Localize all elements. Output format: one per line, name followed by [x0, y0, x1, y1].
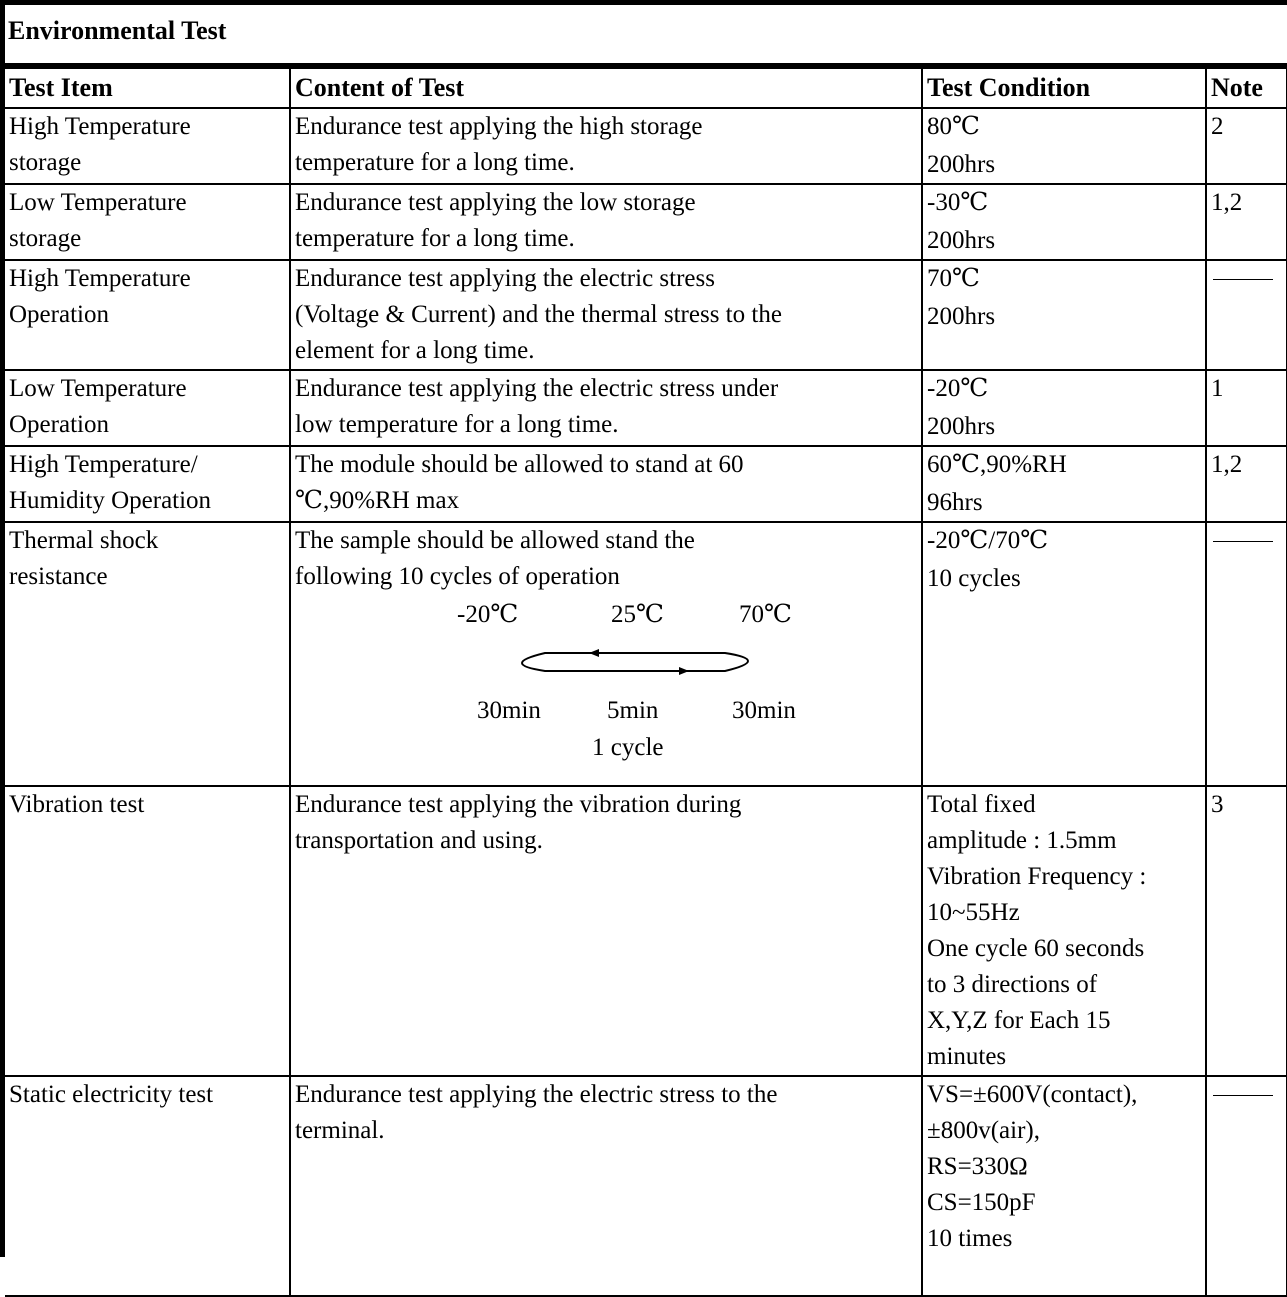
- arrow-right-icon: [679, 667, 689, 675]
- cycle-temp-mid: 25℃: [611, 601, 664, 628]
- condition-cell: [922, 184, 1206, 260]
- table-row: [5, 370, 1287, 446]
- condition-cell: [922, 446, 1206, 522]
- test-item-cell: High Temperature storage: [5, 108, 290, 184]
- table-row: [5, 446, 1287, 522]
- test-item-cell: Low Temperature Operation: [5, 370, 290, 446]
- table-row: [5, 184, 1287, 260]
- cycle-label: 1 cycle: [592, 734, 664, 761]
- top-border: [0, 0, 1287, 5]
- content-cell: Endurance test applying the vibration during transportation and using.: [290, 786, 922, 1076]
- header-content-of-test: Content of Test: [290, 68, 922, 108]
- dash-mark: [1213, 541, 1273, 542]
- test-item-cell: Low Temperature storage: [5, 184, 290, 260]
- environmental-test-table: [5, 67, 1287, 1297]
- cycle-loop-icon: [505, 647, 765, 683]
- content-cell: Endurance test applying the electric stress (Voltage & Current) and the thermal stress to the element for a long time.: [290, 260, 922, 370]
- note-cell: [1206, 260, 1287, 370]
- cycle-time-low: 30min: [477, 697, 541, 724]
- content-cell: Endurance test applying the high storage temperature for a long time.: [290, 108, 922, 184]
- content-cell: The module should be allowed to stand at 60 ℃,90%RH max: [290, 446, 922, 522]
- table-row: [5, 260, 1287, 370]
- header-test-item: Test Item: [5, 68, 290, 108]
- section-title: Environmental Test: [8, 16, 227, 45]
- thermal-cycle-diagram: [295, 595, 917, 785]
- test-item-cell: High Temperature Operation: [5, 260, 290, 370]
- content-cell: [290, 522, 922, 786]
- condition-line: 96hrs: [927, 489, 983, 516]
- condition-cell: [922, 522, 1206, 786]
- condition-line: 200hrs: [927, 413, 996, 440]
- condition-line: 70℃: [927, 265, 980, 292]
- content-cell: Endurance test applying the electric stress under low temperature for a long time.: [290, 370, 922, 446]
- dash-mark: [1213, 279, 1273, 280]
- table-row: [5, 522, 1287, 786]
- condition-line: 200hrs: [927, 227, 996, 254]
- header-note: Note: [1206, 68, 1287, 108]
- table-row: [5, 786, 1287, 1076]
- condition-line: 10 cycles: [927, 565, 1021, 592]
- arrow-left-icon: [589, 649, 599, 657]
- note-cell: 1,2: [1206, 446, 1287, 522]
- note-cell: 3: [1206, 786, 1287, 1076]
- cycle-temp-high: 70℃: [739, 601, 792, 628]
- note-cell: [1206, 1076, 1287, 1296]
- header-row: [5, 68, 1287, 108]
- condition-line: -20℃/70℃: [927, 527, 1049, 554]
- content-cell: Endurance test applying the electric stress to the terminal.: [290, 1076, 922, 1296]
- cycle-time-mid: 5min: [607, 697, 659, 724]
- cycle-time-high: 30min: [732, 697, 796, 724]
- note-cell: 2: [1206, 108, 1287, 184]
- table-row: [5, 108, 1287, 184]
- table-row: [5, 1076, 1287, 1296]
- test-item-cell: High Temperature/ Humidity Operation: [5, 446, 290, 522]
- note-cell: 1: [1206, 370, 1287, 446]
- content-text: The sample should be allowed stand the following 10 cycles of operation: [295, 527, 695, 590]
- content-cell: Endurance test applying the low storage temperature for a long time.: [290, 184, 922, 260]
- condition-line: 80℃: [927, 113, 980, 140]
- test-item-cell: Thermal shock resistance: [5, 522, 290, 786]
- condition-cell: [922, 260, 1206, 370]
- condition-line: 200hrs: [927, 303, 996, 330]
- condition-line: -30℃: [927, 189, 989, 216]
- test-item-cell: Static electricity test: [5, 1076, 290, 1296]
- condition-line: 200hrs: [927, 151, 996, 178]
- condition-line: -20℃: [927, 375, 989, 402]
- cycle-loop-path: [522, 653, 748, 671]
- condition-cell: Total fixed amplitude : 1.5mm Vibration Frequency : 10~55Hz One cycle 60 seconds to 3 directions of X,Y,Z for Each 15 minutes: [922, 786, 1206, 1076]
- note-cell: [1206, 522, 1287, 786]
- note-cell: 1,2: [1206, 184, 1287, 260]
- dash-mark: [1213, 1095, 1273, 1096]
- header-test-condition: Test Condition: [922, 68, 1206, 108]
- cycle-temp-low: -20℃: [457, 601, 519, 628]
- condition-cell: [922, 370, 1206, 446]
- condition-cell: [922, 108, 1206, 184]
- cycle-durations: [295, 693, 915, 733]
- condition-cell: VS=±600V(contact), ±800v(air), RS=330Ω CS=150pF 10 times: [922, 1076, 1206, 1296]
- condition-line: 60℃,90%RH: [927, 451, 1067, 478]
- test-item-cell: Vibration test: [5, 786, 290, 1076]
